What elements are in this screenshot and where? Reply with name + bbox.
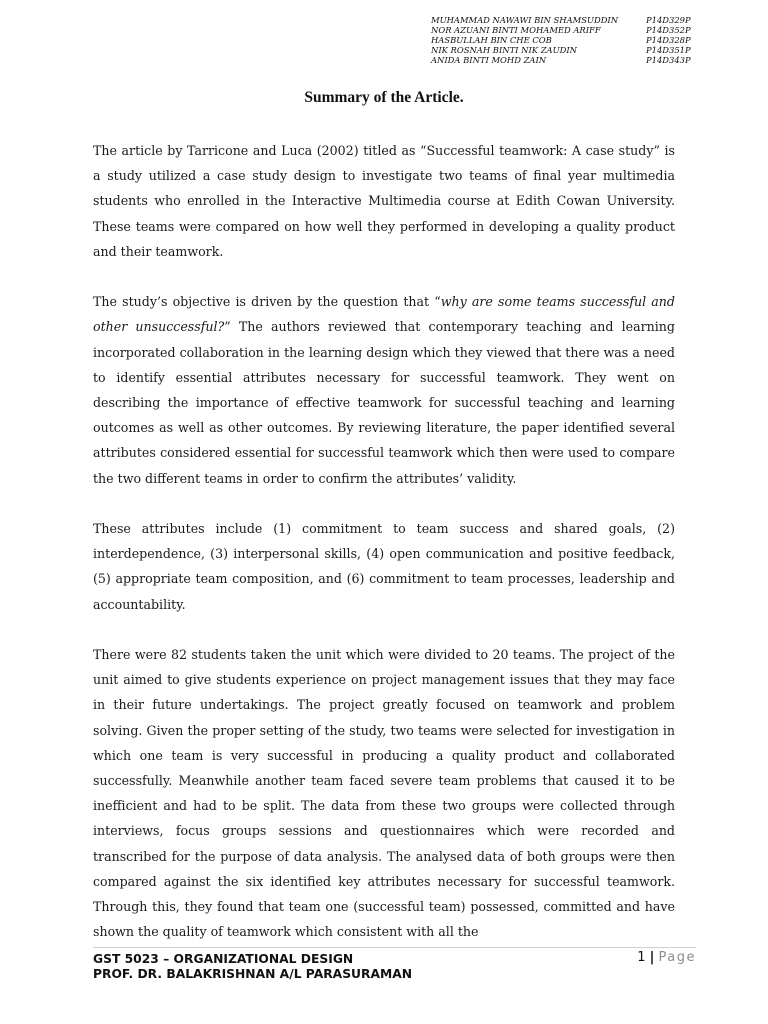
article-summary-body [93,138,675,970]
paragraph-objective-start: The study’s objective is driven by the question that “ [93,294,441,310]
student-id: P14D328P [646,35,691,45]
paragraph-attributes: These attributes include (1) commitment to team success and shared goals, (2) interdependence, (3) interpersonal skills, (4) open communication and positive feedback, (5) appropriate team composition, and (6) commitment to team processes, leadership and accountability. [93,521,675,612]
author-name: ANIDA BINTI MOHD ZAIN [431,55,547,65]
student-id: P14D351P [646,45,691,55]
paragraph-methodology: There were 82 students taken the unit which were divided to 20 teams. The project of the unit aimed to give students experience on project management issues that they may face in their future undertakings. The project greatly focused on teamwork and problem solving. Given the proper setting of the study, two teams were selected for investigation in which one team is very successful in producing a quality product and collaborated successfully. Meanwhile another team faced severe team problems that caused it to be inefficient and had to be split. The data from these two groups were collected through interviews, focus groups sessions and questionnaires which were recorded and transcribed for the purpose of data analysis. The analysed data of both groups were then compared against the six identified key attributes necessary for successful teamwork. Through this, they found that team one (successful team) possessed, committed and have shown the quality of teamwork which consistent with all the [93,647,675,940]
author-row [431,45,696,55]
author-name: NIK ROSNAH BINTI NIK ZAUDIN [431,45,577,55]
student-id: P14D329P [646,15,691,25]
author-row [431,35,696,45]
author-name: MUHAMMAD NAWAWI BIN SHAMSUDDIN [431,15,619,25]
page-number-indicator [637,950,696,965]
paragraph-introduction: The article by Tarricone and Luca (2002) titled as “Successful teamwork: A case study” is a study utilized a case study design to investigate two teams of final year multimedia students who enrolled in the Interactive Multimedia course at Edith Cowan University. These teams were compared on how well they performed in developing a quality product and their teamwork. [93,143,675,259]
page-separator: | [649,950,655,965]
author-row [431,15,696,25]
paragraph-objective-end: ” The authors reviewed that contemporary teaching and learning incorporated collaboration in the learning design which they viewed that there was a need to identify essential attributes necessary for successful teamwork. They went on describing the importance of effective teamwork for successful teaching and learning outcomes as well as other outcomes. By reviewing literature, the paper identified several attributes considered essential for successful teamwork which then were used to compare the two different teams in order to confirm the attributes’ validity. [93,319,675,486]
footer-course-info [93,952,412,982]
page-number: 1 [637,950,646,965]
author-list [431,15,696,65]
course-title: GST 5023 – ORGANIZATIONAL DESIGN [93,952,354,966]
research-question: why are some teams successful and other unsuccessful? [93,294,675,335]
student-id: P14D343P [646,55,691,65]
paragraph-objective [93,289,675,491]
lecturer-name: PROF. DR. BALAKRISHNAN A/L PARASURAMAN [93,967,413,981]
author-name: NOR AZUANI BINTI MOHAMED ARIFF [431,25,601,35]
page-label: Page [658,950,696,965]
author-row [431,25,696,35]
author-row [431,55,696,65]
page-footer [93,947,696,981]
author-name: HASBULLAH BIN CHE COB [431,35,552,45]
student-id: P14D352P [646,25,691,35]
page-title: Summary of the Article. [304,89,464,106]
